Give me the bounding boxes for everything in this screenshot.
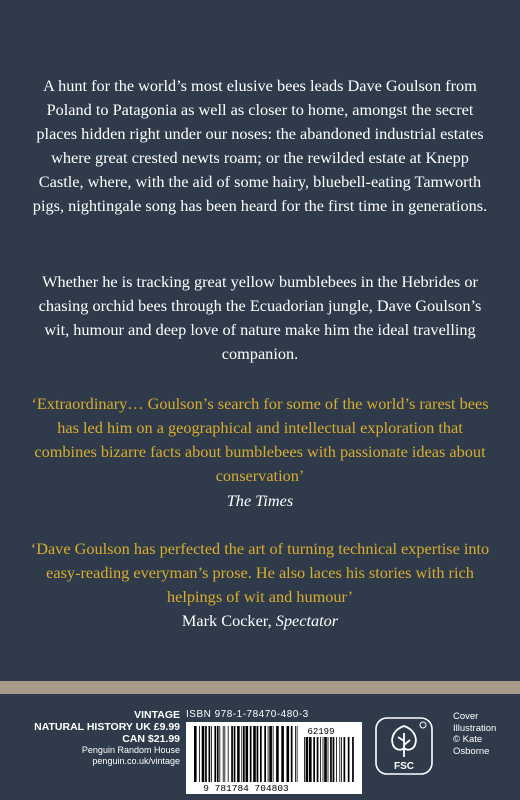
category-and-uk-price: [34, 721, 180, 733]
review-source-1: The Times: [226, 491, 294, 510]
fsc-logo: [375, 717, 433, 775]
blurb-paragraph-1: A hunt for the world’s most elusive bees leads Dave Goulson from Poland to Patagonia as well as closer to home, amongst the secret places hidden right under our noses: the abandoned industrial estates where great crested newts roam; or the rewilded estate at Knepp Castle, where, with the aid of some hairy, bluebell-eating Tamworth pigs, nightingale song has been heard for the first time in generations.: [32, 76, 488, 215]
cover-footer: [0, 700, 520, 800]
publisher-name: Penguin Random House: [81, 745, 180, 755]
publisher-website: penguin.co.uk/vintage: [92, 756, 180, 766]
imprint-name: VINTAGE: [134, 709, 180, 721]
fsc-label: FSC: [394, 761, 414, 772]
review-attribution-2: [0, 609, 520, 633]
cover-credit: [453, 711, 520, 757]
publisher-info: [34, 709, 180, 767]
barcode: [186, 722, 362, 794]
barcode-graphic: [186, 722, 362, 794]
barcode-bars-main: [194, 726, 298, 782]
price-code: 62199: [307, 727, 335, 737]
divider-band: [0, 681, 520, 694]
can-price: CAN $21.99: [122, 733, 180, 745]
credit-line-2: © Kate Osborne: [453, 734, 490, 757]
credit-line-1: Cover Illustration: [453, 711, 497, 734]
category-label: NATURAL HISTORY: [34, 721, 133, 733]
review-source-2: Spectator: [275, 611, 339, 630]
review-author-2: Mark Cocker,: [181, 611, 276, 630]
barcode-digits: 9 781784 704803: [203, 783, 289, 794]
review-quote-1: ‘Extraordinary… Goulson’s search for some of the world’s rarest bees has led him on a geographical and intellectual exploration that combines bizarre facts about bumblebees with passionate ideas about conservation’: [31, 394, 489, 485]
barcode-bars-addon: [304, 737, 354, 782]
review-quote-2: ‘Dave Goulson has perfected the art of turning technical expertise into easy-reading everyman’s prose. He also laces his stories with rich helpings of wit and humour’: [30, 539, 490, 606]
isbn-label: ISBN 978-1-78470-480-3: [186, 709, 309, 720]
fsc-tree-icon: [375, 717, 433, 775]
blurb-paragraph-2: Whether he is tracking great yellow bumblebees in the Hebrides or chasing orchid bees through the Ecuadorian jungle, Dave Goulson’s wit, humour and deep love of nature make him the ideal travelling companion.: [38, 272, 482, 363]
uk-price: UK £9.99: [135, 721, 180, 733]
